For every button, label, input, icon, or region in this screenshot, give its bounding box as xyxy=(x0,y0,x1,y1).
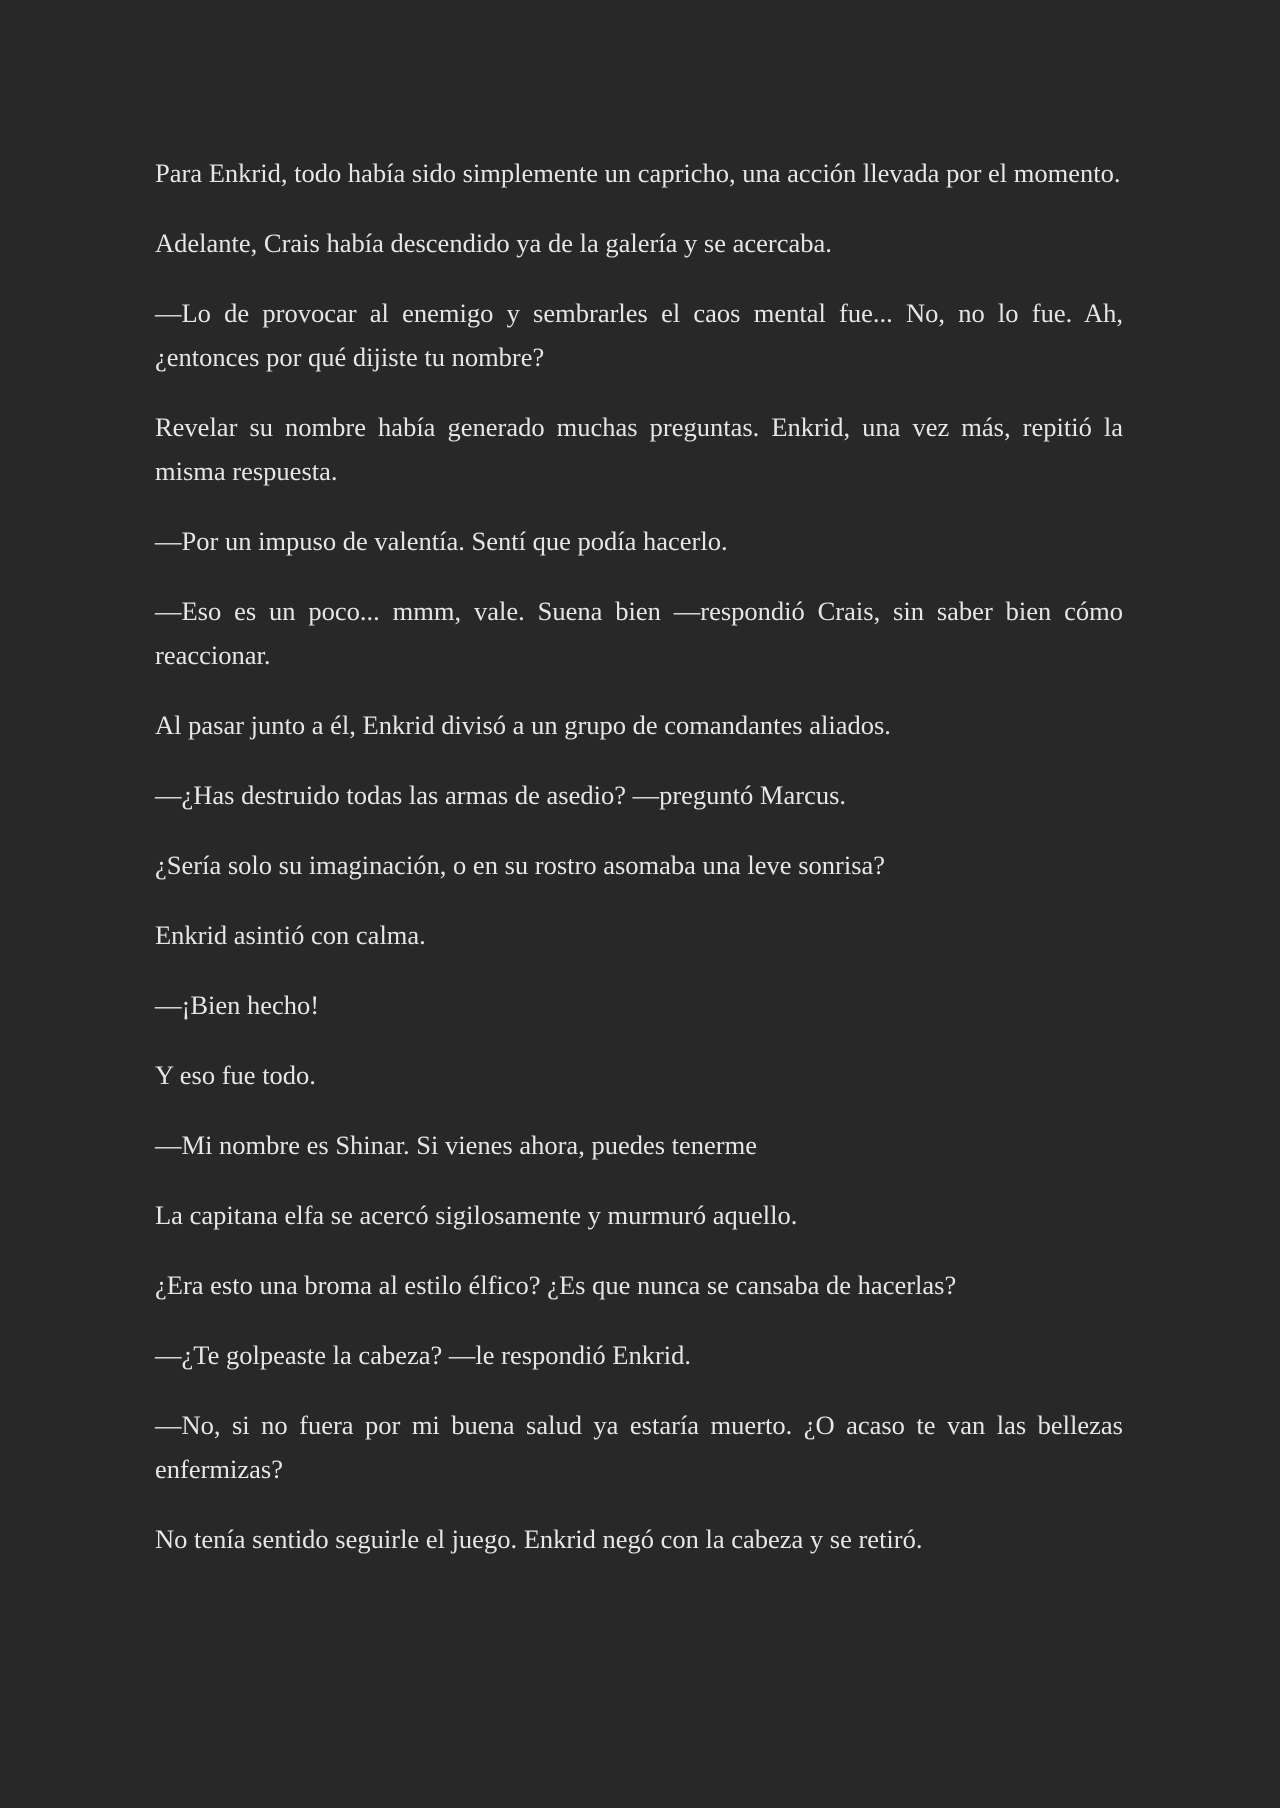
paragraph: Adelante, Crais había descendido ya de la galería y se acercaba. xyxy=(155,228,832,258)
paragraph: —¡Bien hecho! xyxy=(155,990,320,1020)
chapter-text xyxy=(155,151,1123,1587)
paragraph: —Eso es un poco... mmm, vale. Suena bien —respondió Crais, sin saber bien cómo reaccionar. xyxy=(155,596,1123,670)
paragraph: —Lo de provocar al enemigo y sembrarles el caos mental fue... No, no lo fue. Ah, ¿entonces por qué dijiste tu nombre? xyxy=(155,298,1123,372)
paragraph: —Mi nombre es Shinar. Si vienes ahora, puedes tenerme xyxy=(155,1130,757,1160)
paragraph: Revelar su nombre había generado muchas preguntas. Enkrid, una vez más, repitió la misma respuesta. xyxy=(155,412,1123,486)
paragraph: No tenía sentido seguirle el juego. Enkrid negó con la cabeza y se retiró. xyxy=(155,1524,923,1554)
paragraph: Enkrid asintió con calma. xyxy=(155,920,426,950)
paragraph: ¿Sería solo su imaginación, o en su rostro asomaba una leve sonrisa? xyxy=(155,850,886,880)
paragraph: —¿Has destruido todas las armas de asedio? —preguntó Marcus. xyxy=(155,780,847,810)
paragraph: —Por un impuso de valentía. Sentí que podía hacerlo. xyxy=(155,526,728,556)
paragraph: —¿Te golpeaste la cabeza? —le respondió Enkrid. xyxy=(155,1340,692,1370)
paragraph: Para Enkrid, todo había sido simplemente un capricho, una acción llevada por el momento. xyxy=(155,158,1121,188)
paragraph: Al pasar junto a él, Enkrid divisó a un grupo de comandantes aliados. xyxy=(155,710,891,740)
paragraph: La capitana elfa se acercó sigilosamente y murmuró aquello. xyxy=(155,1200,798,1230)
paragraph: Y eso fue todo. xyxy=(155,1060,316,1090)
paragraph: —No, si no fuera por mi buena salud ya estaría muerto. ¿O acaso te van las bellezas enfermizas? xyxy=(155,1410,1123,1484)
paragraph: ¿Era esto una broma al estilo élfico? ¿Es que nunca se cansaba de hacerlas? xyxy=(155,1270,957,1300)
